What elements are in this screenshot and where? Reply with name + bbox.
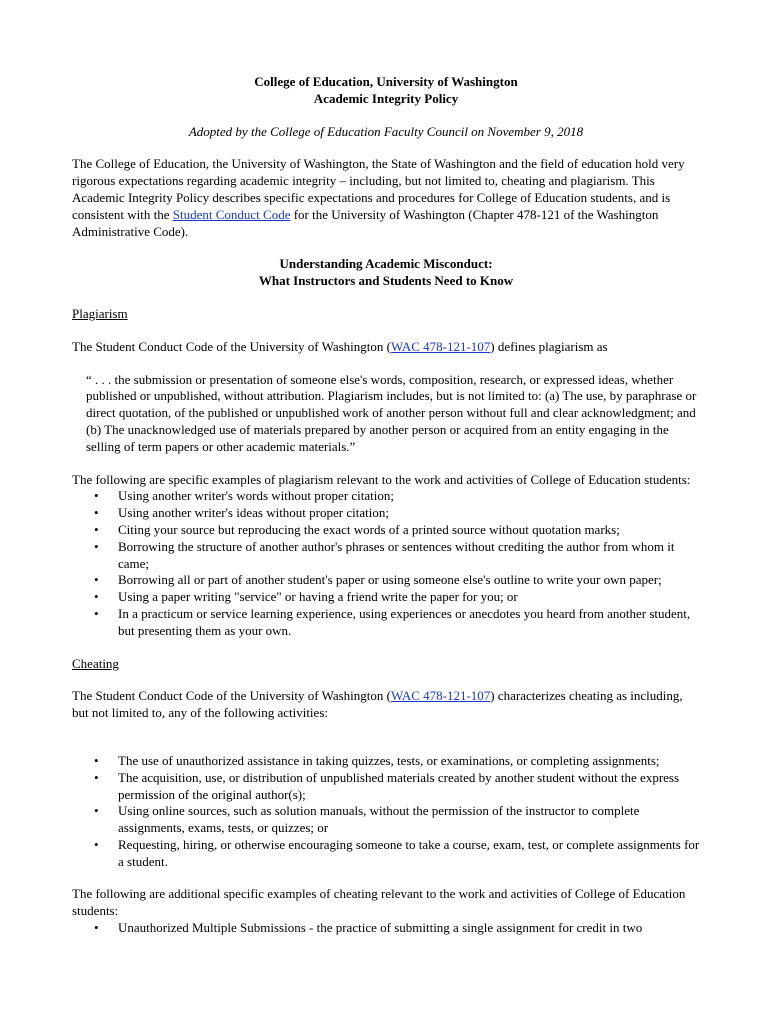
list-item: • The use of unauthorized assistance in taking quizzes, tests, or examinations, or completing assignments; xyxy=(72,753,700,770)
list-item: • Using a paper writing "service" or having a friend write the paper for you; or xyxy=(72,589,700,606)
cheating-examples-intro: The following are additional specific examples of cheating relevant to the work and activities of College of Education students: xyxy=(72,886,686,919)
list-item: • Using online sources, such as solution manuals, without the permission of the instructor to complete assignments, exams, tests, or quizzes; or xyxy=(72,803,700,837)
plagiarism-definition: The Student Conduct Code of the University of Washington (WAC 478-121-107) defines plagiarism as xyxy=(72,338,608,354)
list-item: • Borrowing all or part of another student's paper or using someone else's outline to write your own paper; xyxy=(72,572,700,589)
student-conduct-code-link[interactable]: Student Conduct Code xyxy=(172,206,291,222)
plagiarism-heading: Plagiarism xyxy=(72,305,128,321)
wac-link-cheating[interactable]: WAC 478-121-107 xyxy=(390,688,491,704)
document-page xyxy=(72,74,700,937)
list-item: • Using another writer's words without proper citation; xyxy=(72,488,700,505)
wac-link-plagiarism[interactable]: WAC 478-121-107 xyxy=(390,338,491,354)
list-item: • Citing your source but reproducing the exact words of a printed source without quotation marks; xyxy=(72,522,700,539)
section-title-line1: Understanding Academic Misconduct: xyxy=(279,256,493,272)
document-title-line2: Academic Integrity Policy xyxy=(313,90,459,106)
cheating-heading: Cheating xyxy=(72,655,119,671)
cheating-definition: The Student Conduct Code of the University of Washington (WAC 478-121-107) characterizes cheating as including, but not limited to, any of the following activities: xyxy=(72,688,683,721)
list-item: • Using another writer's ideas without proper citation; xyxy=(72,505,700,522)
intro-paragraph: The College of Education, the University of Washington, the State of Washington and the field of education hold very rigorous expectations regarding academic integrity – including, but not limited to, cheating and plagiarism. This Academic Integrity Policy describes specific expectations and procedures for College of Education students, and is consistent with the Student Conduct Code for the University of Washington (Chapter 478-121 of the Washington Administrative Code). xyxy=(72,156,685,239)
list-item: • Borrowing the structure of another author's phrases or sentences without crediting the author from whom it came; xyxy=(72,539,700,573)
list-item: • In a practicum or service learning experience, using experiences or anecdotes you heard from another student, but presenting them as your own. xyxy=(72,606,700,640)
adoption-note: Adopted by the College of Education Faculty Council on November 9, 2018 xyxy=(188,123,584,139)
section-title-line2: What Instructors and Students Need to Know xyxy=(258,273,514,289)
list-item: • The acquisition, use, or distribution of unpublished materials created by another student without the express permission of the original author(s); xyxy=(72,770,700,804)
plagiarism-examples-list xyxy=(72,488,700,639)
list-item: • Requesting, hiring, or otherwise encouraging someone to take a course, exam, test, or complete assignments for a student. xyxy=(72,837,700,871)
plagiarism-examples-intro: The following are specific examples of plagiarism relevant to the work and activities of College of Education students: xyxy=(72,471,691,487)
list-item: • Unauthorized Multiple Submissions - the practice of submitting a single assignment for credit in two xyxy=(72,920,700,937)
cheating-activities-list xyxy=(72,753,700,871)
document-title-line1: College of Education, University of Washington xyxy=(254,74,518,89)
cheating-examples-list xyxy=(72,920,700,937)
plagiarism-quote: “ . . . the submission or presentation of someone else's words, composition, research, or expressed ideas, whether published or unpublished, without attribution. Plagiarism includes, but is not limited to: (a) The use, by paraphrase or direct quotation, of the published or unpublished work of another person without full and clear acknowledgment; and (b) The unacknowledged use of materials prepared by another person or acquired from an entity engaging in the selling of term papers or other academic materials.” xyxy=(86,371,697,454)
